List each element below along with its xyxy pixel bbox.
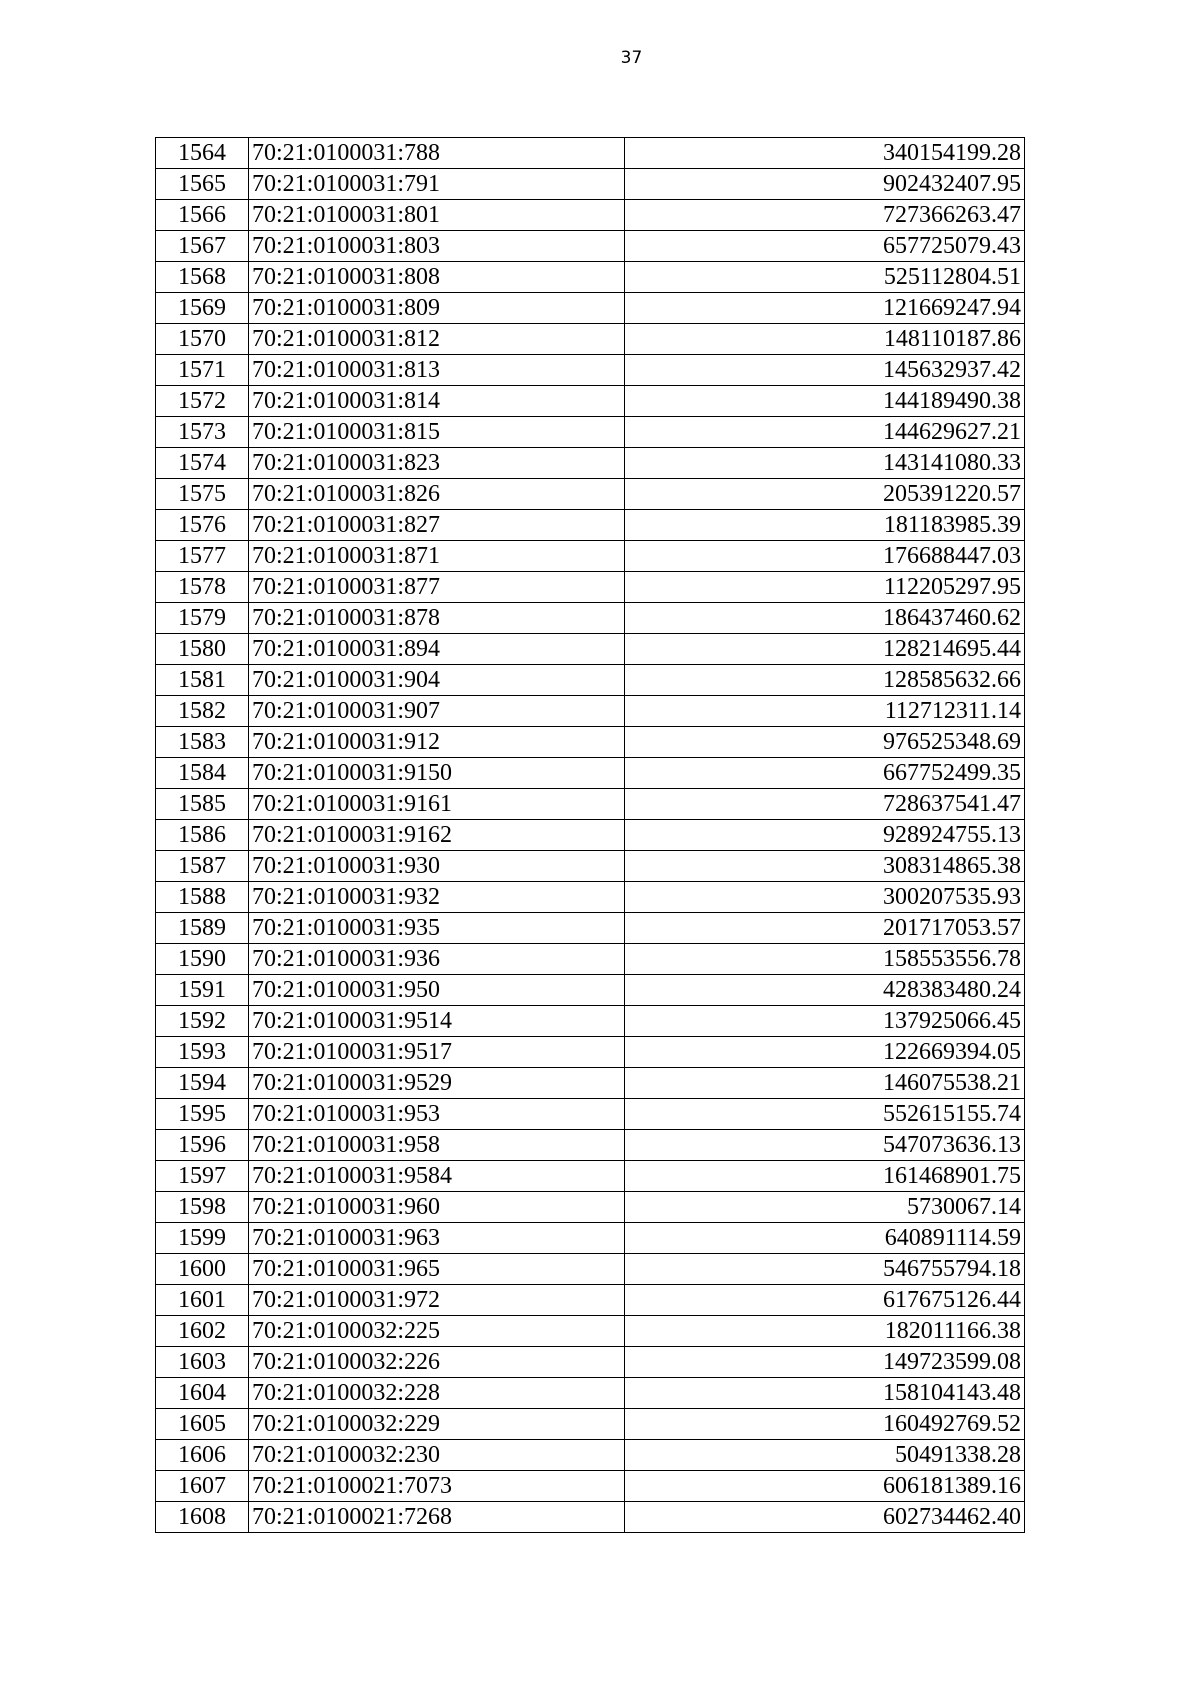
- table-row: [156, 975, 1025, 1006]
- cadastral-number-cell: 70:21:0100032:229: [249, 1409, 625, 1440]
- row-number-cell: 1581: [156, 665, 249, 696]
- table-row: [156, 789, 1025, 820]
- row-number-cell: 1574: [156, 448, 249, 479]
- table-row: [156, 200, 1025, 231]
- cadastral-value-cell: 50491338.28: [625, 1440, 1025, 1471]
- cadastral-number-cell: 70:21:0100031:958: [249, 1130, 625, 1161]
- table-row: [156, 820, 1025, 851]
- cadastral-number-cell: 70:21:0100031:791: [249, 169, 625, 200]
- cadastral-value-cell: 158553556.78: [625, 944, 1025, 975]
- cadastral-number-cell: 70:21:0100032:230: [249, 1440, 625, 1471]
- table-row: [156, 758, 1025, 789]
- row-number-cell: 1593: [156, 1037, 249, 1068]
- row-number-cell: 1582: [156, 696, 249, 727]
- cadastral-number-cell: 70:21:0100031:823: [249, 448, 625, 479]
- cadastral-value-cell: 727366263.47: [625, 200, 1025, 231]
- table-row: [156, 138, 1025, 169]
- cadastral-number-cell: 70:21:0100031:965: [249, 1254, 625, 1285]
- row-number-cell: 1578: [156, 572, 249, 603]
- cadastral-value-cell: 112712311.14: [625, 696, 1025, 727]
- cadastral-value-cell: 5730067.14: [625, 1192, 1025, 1223]
- table-row: [156, 448, 1025, 479]
- row-number-cell: 1576: [156, 510, 249, 541]
- cadastral-value-cell: 428383480.24: [625, 975, 1025, 1006]
- cadastral-value-cell: 606181389.16: [625, 1471, 1025, 1502]
- row-number-cell: 1567: [156, 231, 249, 262]
- cadastral-value-cell: 546755794.18: [625, 1254, 1025, 1285]
- cadastral-value-cell: 728637541.47: [625, 789, 1025, 820]
- row-number-cell: 1604: [156, 1378, 249, 1409]
- table-row: [156, 1068, 1025, 1099]
- row-number-cell: 1607: [156, 1471, 249, 1502]
- row-number-cell: 1571: [156, 355, 249, 386]
- row-number-cell: 1583: [156, 727, 249, 758]
- row-number-cell: 1595: [156, 1099, 249, 1130]
- table-row: [156, 572, 1025, 603]
- table-row: [156, 1099, 1025, 1130]
- row-number-cell: 1600: [156, 1254, 249, 1285]
- row-number-cell: 1597: [156, 1161, 249, 1192]
- row-number-cell: 1602: [156, 1316, 249, 1347]
- row-number-cell: 1589: [156, 913, 249, 944]
- row-number-cell: 1588: [156, 882, 249, 913]
- cadastral-value-cell: 161468901.75: [625, 1161, 1025, 1192]
- cadastral-value-cell: 547073636.13: [625, 1130, 1025, 1161]
- row-number-cell: 1585: [156, 789, 249, 820]
- table-row: [156, 479, 1025, 510]
- cadastral-number-cell: 70:21:0100031:953: [249, 1099, 625, 1130]
- row-number-cell: 1564: [156, 138, 249, 169]
- table-row: [156, 1037, 1025, 1068]
- table-row: [156, 510, 1025, 541]
- cadastral-number-cell: 70:21:0100031:9529: [249, 1068, 625, 1099]
- cadastral-value-cell: 112205297.95: [625, 572, 1025, 603]
- cadastral-number-cell: 70:21:0100031:813: [249, 355, 625, 386]
- table-row: [156, 913, 1025, 944]
- cadastral-value-table: [155, 137, 1025, 1533]
- table-row: [156, 665, 1025, 696]
- table-row: [156, 1285, 1025, 1316]
- table-row: [156, 727, 1025, 758]
- cadastral-number-cell: 70:21:0100031:936: [249, 944, 625, 975]
- row-number-cell: 1570: [156, 324, 249, 355]
- cadastral-number-cell: 70:21:0100031:904: [249, 665, 625, 696]
- cadastral-number-cell: 70:21:0100031:9162: [249, 820, 625, 851]
- row-number-cell: 1577: [156, 541, 249, 572]
- cadastral-number-cell: 70:21:0100031:907: [249, 696, 625, 727]
- row-number-cell: 1601: [156, 1285, 249, 1316]
- cadastral-value-cell: 158104143.48: [625, 1378, 1025, 1409]
- table-row: [156, 169, 1025, 200]
- table-row: [156, 634, 1025, 665]
- row-number-cell: 1605: [156, 1409, 249, 1440]
- table-row: [156, 1347, 1025, 1378]
- cadastral-value-cell: 525112804.51: [625, 262, 1025, 293]
- cadastral-number-cell: 70:21:0100031:9161: [249, 789, 625, 820]
- row-number-cell: 1596: [156, 1130, 249, 1161]
- cadastral-value-cell: 308314865.38: [625, 851, 1025, 882]
- row-number-cell: 1575: [156, 479, 249, 510]
- cadastral-value-cell: 146075538.21: [625, 1068, 1025, 1099]
- table-row: [156, 1471, 1025, 1502]
- cadastral-number-cell: 70:21:0100031:932: [249, 882, 625, 913]
- cadastral-value-cell: 160492769.52: [625, 1409, 1025, 1440]
- cadastral-value-cell: 176688447.03: [625, 541, 1025, 572]
- cadastral-value-cell: 602734462.40: [625, 1502, 1025, 1533]
- cadastral-number-cell: 70:21:0100031:972: [249, 1285, 625, 1316]
- table-row: [156, 541, 1025, 572]
- cadastral-number-cell: 70:21:0100032:228: [249, 1378, 625, 1409]
- row-number-cell: 1608: [156, 1502, 249, 1533]
- table-row: [156, 1223, 1025, 1254]
- table-row: [156, 1192, 1025, 1223]
- cadastral-number-cell: 70:21:0100031:815: [249, 417, 625, 448]
- cadastral-number-cell: 70:21:0100031:814: [249, 386, 625, 417]
- cadastral-number-cell: 70:21:0100031:878: [249, 603, 625, 634]
- cadastral-number-cell: 70:21:0100031:894: [249, 634, 625, 665]
- row-number-cell: 1606: [156, 1440, 249, 1471]
- cadastral-number-cell: 70:21:0100031:809: [249, 293, 625, 324]
- table-row: [156, 696, 1025, 727]
- cadastral-number-cell: 70:21:0100032:225: [249, 1316, 625, 1347]
- cadastral-number-cell: 70:21:0100031:812: [249, 324, 625, 355]
- table-row: [156, 944, 1025, 975]
- cadastral-value-cell: 186437460.62: [625, 603, 1025, 634]
- cadastral-value-cell: 201717053.57: [625, 913, 1025, 944]
- row-number-cell: 1579: [156, 603, 249, 634]
- row-number-cell: 1586: [156, 820, 249, 851]
- row-number-cell: 1592: [156, 1006, 249, 1037]
- table-row: [156, 386, 1025, 417]
- cadastral-number-cell: 70:21:0100031:808: [249, 262, 625, 293]
- cadastral-value-cell: 205391220.57: [625, 479, 1025, 510]
- cadastral-value-cell: 122669394.05: [625, 1037, 1025, 1068]
- cadastral-value-cell: 121669247.94: [625, 293, 1025, 324]
- row-number-cell: 1565: [156, 169, 249, 200]
- cadastral-number-cell: 70:21:0100021:7268: [249, 1502, 625, 1533]
- cadastral-number-cell: 70:21:0100031:871: [249, 541, 625, 572]
- row-number-cell: 1591: [156, 975, 249, 1006]
- cadastral-number-cell: 70:21:0100031:950: [249, 975, 625, 1006]
- table-row: [156, 1409, 1025, 1440]
- table-row: [156, 882, 1025, 913]
- row-number-cell: 1566: [156, 200, 249, 231]
- cadastral-number-cell: 70:21:0100031:877: [249, 572, 625, 603]
- cadastral-value-cell: 143141080.33: [625, 448, 1025, 479]
- cadastral-number-cell: 70:21:0100031:9514: [249, 1006, 625, 1037]
- cadastral-value-cell: 340154199.28: [625, 138, 1025, 169]
- cadastral-value-cell: 617675126.44: [625, 1285, 1025, 1316]
- table-row: [156, 1254, 1025, 1285]
- cadastral-number-cell: 70:21:0100031:827: [249, 510, 625, 541]
- table-row: [156, 1316, 1025, 1347]
- cadastral-number-cell: 70:21:0100031:912: [249, 727, 625, 758]
- cadastral-number-cell: 70:21:0100031:9584: [249, 1161, 625, 1192]
- row-number-cell: 1573: [156, 417, 249, 448]
- cadastral-value-cell: 149723599.08: [625, 1347, 1025, 1378]
- cadastral-number-cell: 70:21:0100031:801: [249, 200, 625, 231]
- table-row: [156, 417, 1025, 448]
- table-row: [156, 293, 1025, 324]
- cadastral-number-cell: 70:21:0100021:7073: [249, 1471, 625, 1502]
- table-row: [156, 603, 1025, 634]
- table-row: [156, 231, 1025, 262]
- table-row: [156, 262, 1025, 293]
- cadastral-value-cell: 181183985.39: [625, 510, 1025, 541]
- table-row: [156, 1440, 1025, 1471]
- row-number-cell: 1584: [156, 758, 249, 789]
- row-number-cell: 1599: [156, 1223, 249, 1254]
- cadastral-value-cell: 128214695.44: [625, 634, 1025, 665]
- cadastral-number-cell: 70:21:0100031:930: [249, 851, 625, 882]
- table-body: [156, 138, 1025, 1533]
- cadastral-number-cell: 70:21:0100031:803: [249, 231, 625, 262]
- cadastral-number-cell: 70:21:0100031:9517: [249, 1037, 625, 1068]
- cadastral-value-cell: 657725079.43: [625, 231, 1025, 262]
- cadastral-value-cell: 928924755.13: [625, 820, 1025, 851]
- row-number-cell: 1568: [156, 262, 249, 293]
- row-number-cell: 1580: [156, 634, 249, 665]
- row-number-cell: 1569: [156, 293, 249, 324]
- table-row: [156, 355, 1025, 386]
- cadastral-value-cell: 667752499.35: [625, 758, 1025, 789]
- cadastral-value-cell: 148110187.86: [625, 324, 1025, 355]
- table-row: [156, 1130, 1025, 1161]
- row-number-cell: 1572: [156, 386, 249, 417]
- cadastral-value-cell: 902432407.95: [625, 169, 1025, 200]
- cadastral-number-cell: 70:21:0100031:9150: [249, 758, 625, 789]
- row-number-cell: 1587: [156, 851, 249, 882]
- row-number-cell: 1594: [156, 1068, 249, 1099]
- table-row: [156, 1161, 1025, 1192]
- cadastral-number-cell: 70:21:0100031:826: [249, 479, 625, 510]
- cadastral-value-cell: 128585632.66: [625, 665, 1025, 696]
- cadastral-number-cell: 70:21:0100031:788: [249, 138, 625, 169]
- cadastral-value-cell: 144189490.38: [625, 386, 1025, 417]
- cadastral-number-cell: 70:21:0100031:960: [249, 1192, 625, 1223]
- cadastral-value-cell: 552615155.74: [625, 1099, 1025, 1130]
- cadastral-value-cell: 145632937.42: [625, 355, 1025, 386]
- cadastral-value-cell: 300207535.93: [625, 882, 1025, 913]
- table-row: [156, 1006, 1025, 1037]
- table-row: [156, 851, 1025, 882]
- cadastral-number-cell: 70:21:0100031:963: [249, 1223, 625, 1254]
- cadastral-value-cell: 137925066.45: [625, 1006, 1025, 1037]
- row-number-cell: 1603: [156, 1347, 249, 1378]
- cadastral-value-cell: 182011166.38: [625, 1316, 1025, 1347]
- table-row: [156, 1502, 1025, 1533]
- row-number-cell: 1598: [156, 1192, 249, 1223]
- cadastral-value-cell: 976525348.69: [625, 727, 1025, 758]
- cadastral-number-cell: 70:21:0100032:226: [249, 1347, 625, 1378]
- page-number: 37: [620, 48, 643, 68]
- table-row: [156, 324, 1025, 355]
- cadastral-number-cell: 70:21:0100031:935: [249, 913, 625, 944]
- table-row: [156, 1378, 1025, 1409]
- cadastral-value-cell: 640891114.59: [625, 1223, 1025, 1254]
- cadastral-value-cell: 144629627.21: [625, 417, 1025, 448]
- row-number-cell: 1590: [156, 944, 249, 975]
